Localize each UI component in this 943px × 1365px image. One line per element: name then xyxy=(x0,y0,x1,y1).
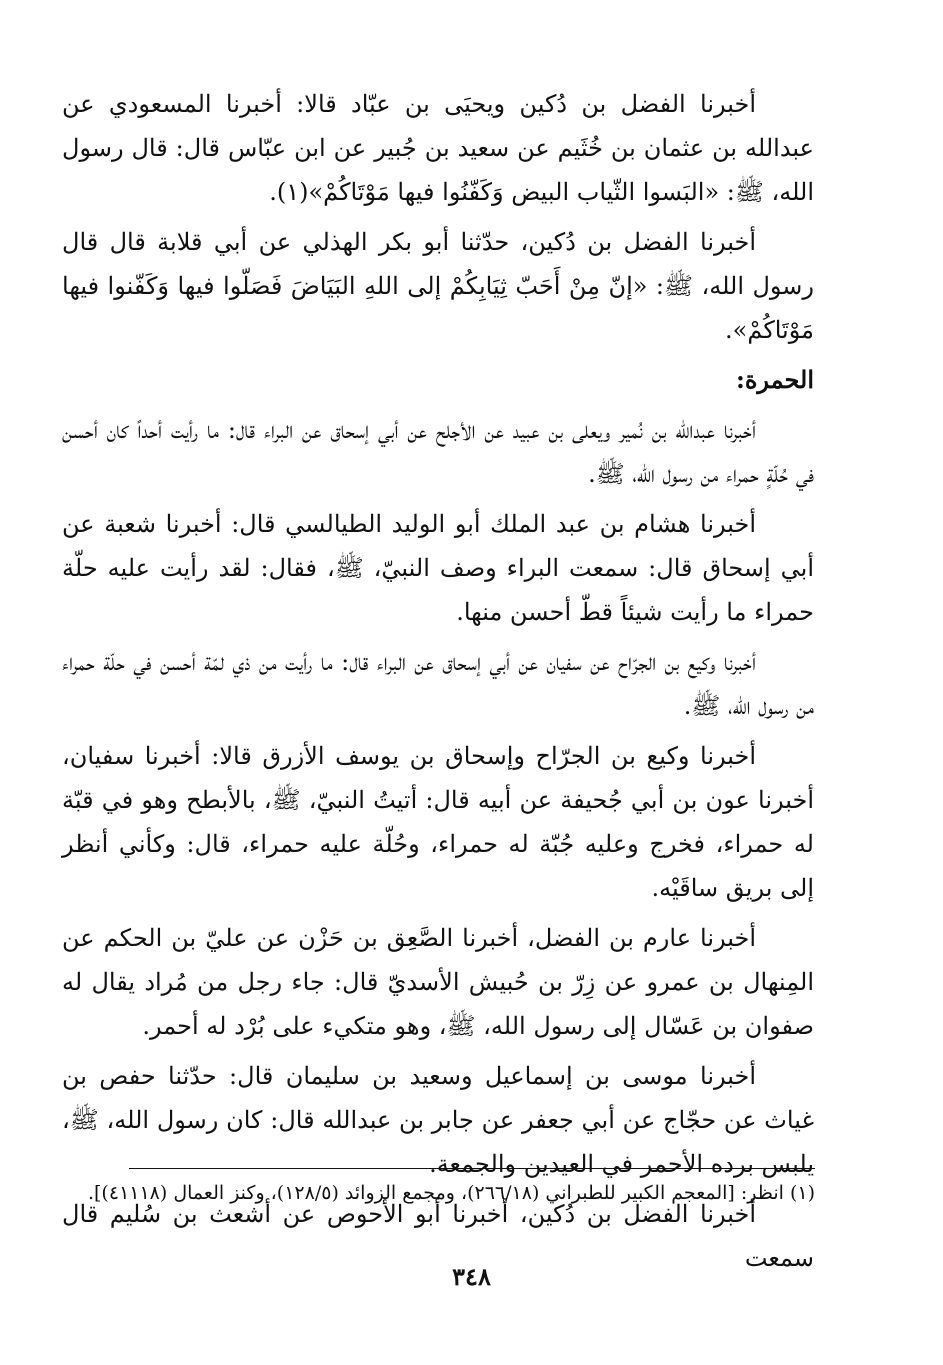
paragraph: أخبرنا هشام بن عبد الملك أبو الوليد الطيالسي قال: أخبرنا شعبة عن أبي إسحاق قال: سمعت البراء وصف النبيّ، ﷺ، فقال: لقد رأيت عليه حلّة حمراء ما رأيت شيئاً قطّ أحسن منها. xyxy=(62,510,814,626)
footnote-separator xyxy=(129,1168,815,1169)
paragraph: أخبرنا موسى بن إسماعيل وسعيد بن سليمان قال: حدّثنا حفص بن غياث عن حجّاج عن أبي جعفر عن جابر بن عبدالله قال: كان رسول الله، ﷺ، يلبس برده الأحمر في العيدين والجمعة. xyxy=(62,1062,814,1178)
paragraph: أخبرنا وكيع بن الجرّاح وإسحاق بن يوسف الأزرق قالا: أخبرنا سفيان، أخبرنا عون بن أبي جُحيفة عن أبيه قال: أتيتُ النبيّ، ﷺ، بالأبطح وهو في قبّة له حمراء، فخرج وعليه جُبّة له حمراء، وحُلّة عليه حمراء، قال: وكأني أنظر إلى بريق ساقَيْه. xyxy=(62,742,814,902)
section-heading: الحمرة: xyxy=(735,365,814,394)
footnote: (١) انظر: [المعجم الكبير للطبراني (٢٦٦/١٨)، ومجمع الزوائد (١٢٨/٥)، وكنز العمال (٤١١١٨)]. xyxy=(87,1182,815,1204)
paragraph: أخبرنا عارم بن الفضل، أخبرنا الصَّعِق بن حَزْن عن عليّ بن الحكم عن المِنهال بن عمرو عن زِرّ بن حُبيش الأسديّ قال: جاء رجل من مُراد يقال له صفوان بن عَسّال إلى رسول الله، ﷺ، وهو متكيء على بُرْد له أحمر. xyxy=(62,924,814,1040)
paragraph: أخبرنا الفضل بن دُكين ويحيَى بن عبّاد قالا: أخبرنا المسعودي عن عبدالله بن عثمان بن خُثَيم عن سعيد بن جُبير عن ابن عبّاس قال: قال رسول الله، ﷺ: «البَسوا الثّياب البيض وَكَفّنُوا فيها مَوْتَاكُمْ»(١). xyxy=(62,90,814,206)
paragraph: أخبرنا الفضل بن دُكين، أخبرنا أبو الأحوص عن أشعث بن سُليم قال سمعت xyxy=(62,1200,814,1272)
page-number: ٣٤٨ xyxy=(452,1262,491,1291)
paragraph: أخبرنا وكيع بن الجرّاح عن سفيان عن أبي إسحاق عن البراء قال: ما رأيت من ذي لمّة أحسن في حلّة حمراء من رسول الله، ﷺ. xyxy=(62,648,814,720)
paragraph: أخبرنا عبدالله بن نُمير ويعلى بن عبيد عن الأجلح عن أبي إسحاق عن البراء قال: ما رأيت أحداً كان أحسن في حُلّةٍ حمراء من رسول الله، ﷺ. xyxy=(62,416,814,488)
paragraph: أخبرنا الفضل بن دُكين، حدّثنا أبو بكر الهذلي عن أبي قلابة قال قال رسول الله، ﷺ: «إنّ مِنْ أَحَبّ ثِيَابِكُمْ إلى اللهِ البَيَاضَ فَصَلّوا فيها وَكَفّنوا فيها مَوْتَاكُمْ». xyxy=(62,228,814,344)
page-body xyxy=(62,82,814,1286)
